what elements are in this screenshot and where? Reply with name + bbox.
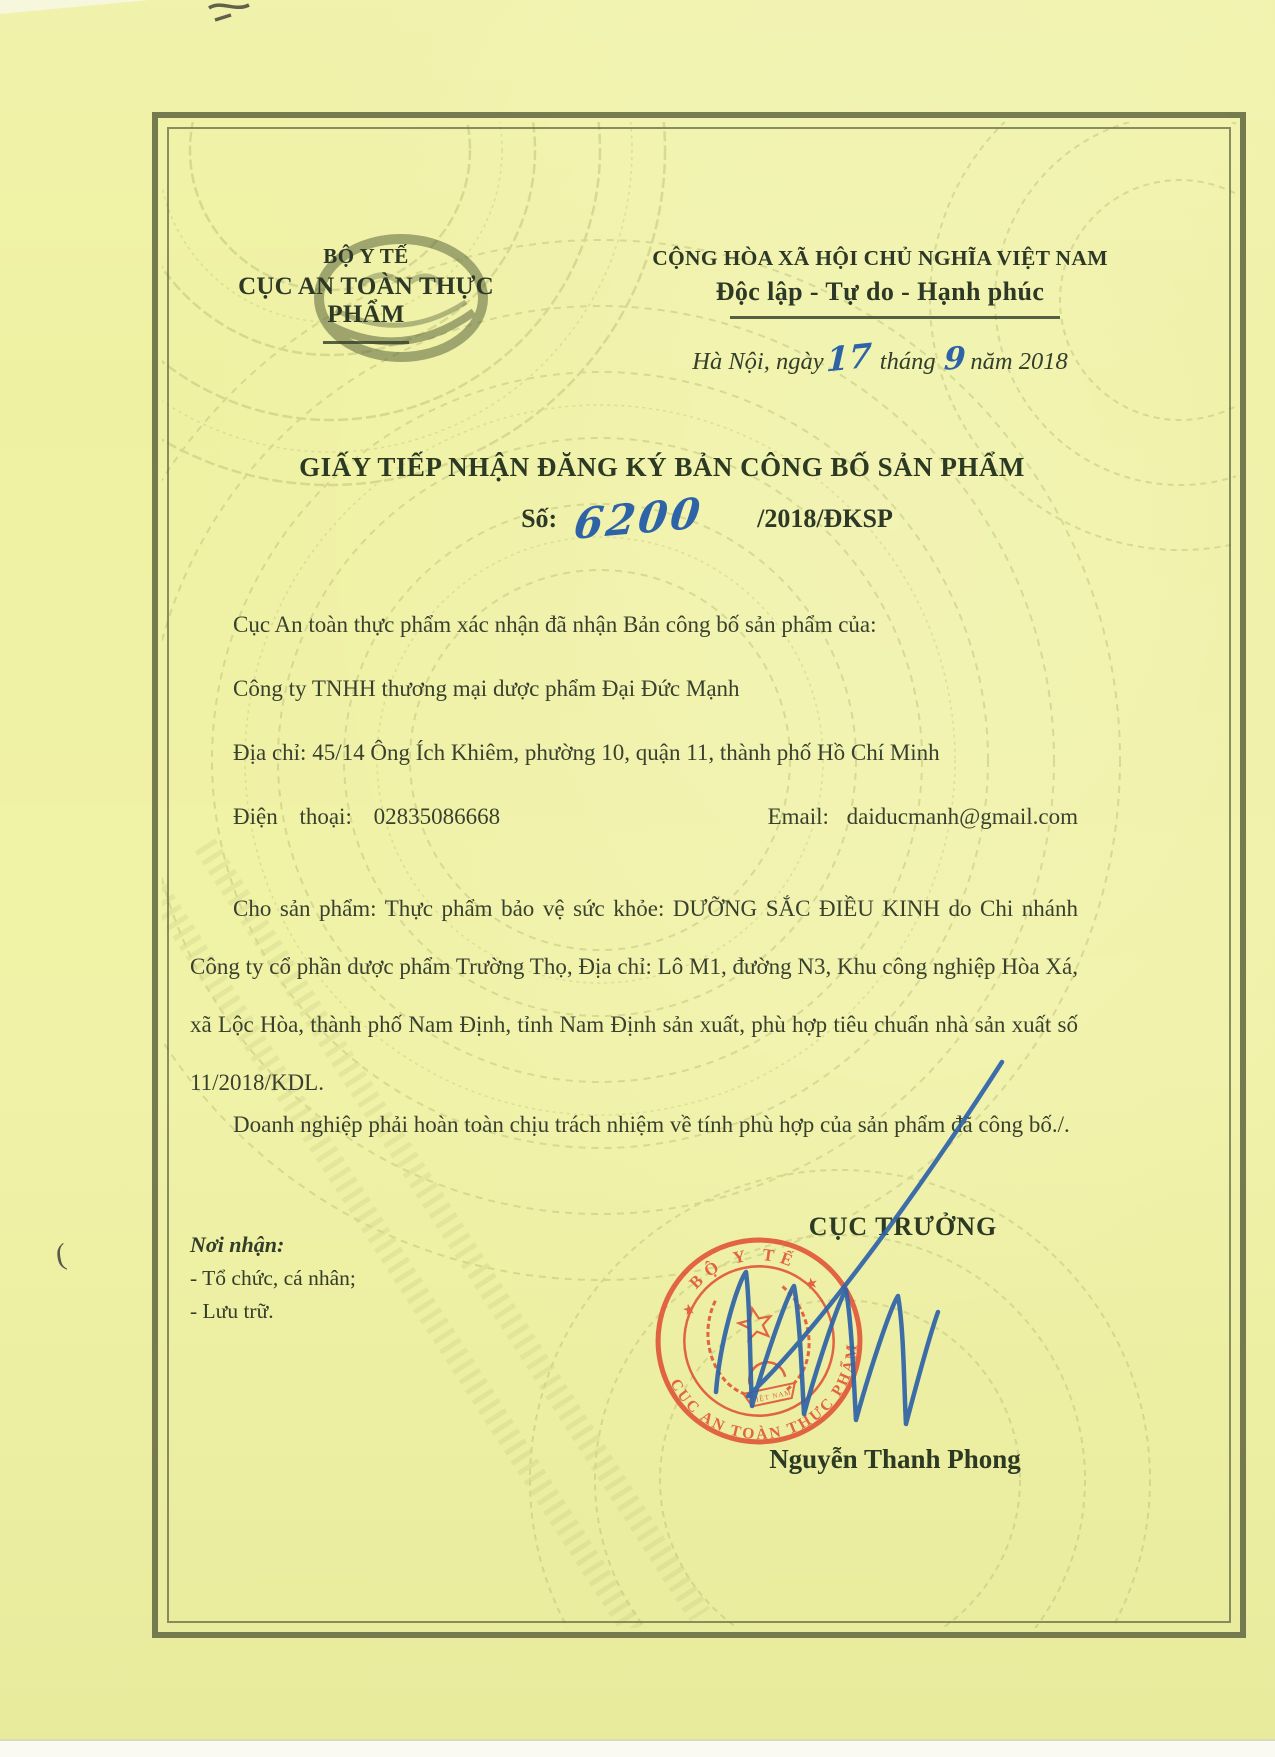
body-company-line: Công ty TNHH thương mại dược phẩm Đại Đức Mạnh (233, 676, 740, 701)
ministry-name: BỘ Y TẾ (323, 244, 409, 268)
product-paragraph: Cho sản phẩm: Thực phẩm bảo vệ sức khỏe: DƯỠNG SẮC ĐIỀU KINH do Chi nhánh Công ty cổ phần dược phẩm Trường Thọ, Địa chỉ: Lô M1, đường N3, Khu công nghiệp Hòa Xá, xã Lộc Hòa, thành phố Nam Định, tỉnh Nam Định sản xuất, phù hợp tiêu chuẩn nhà sản xuất số 11/2018/KDL. (190, 896, 1078, 1095)
responsibility-paragraph: Doanh nghiệp phải hoàn toàn chịu trách nhiệm về tính phù hợp của sản phẩm đã công bố./. (233, 1112, 1070, 1137)
signer-name: Nguyễn Thanh Phong (769, 1444, 1021, 1474)
recipients-section (190, 1232, 520, 1324)
email-value: Email: daiducmanh@gmail.com (767, 804, 1078, 829)
header-national-motto (640, 246, 1120, 319)
recipient-item: - Lưu trữ. (190, 1299, 274, 1323)
scan-bottom-edge (0, 1739, 1275, 1757)
stamp-banner-text: VIỆT NAM (749, 1388, 793, 1406)
agency-name: CỤC AN TOÀN THỰC PHẨM (238, 273, 494, 328)
dateline-prefix: Hà Nội, ngày (692, 348, 824, 375)
stamp-star-right-icon: ★ (803, 1275, 820, 1294)
scan-mark-left-artifact: ( (53, 1237, 69, 1272)
stamp-star-left-icon: ★ (680, 1301, 698, 1320)
handwritten-number: 6200 (570, 488, 706, 549)
header-issuing-agency (216, 244, 516, 344)
header-left-rule (323, 341, 409, 344)
scan-corner-artifact (0, 0, 150, 14)
signer-title: CỤC TRƯỞNG (808, 1212, 998, 1241)
stamp-bottom-text: CỤC AN TOÀN THỰC PHẨM (666, 1341, 862, 1444)
body-contact-row (190, 804, 1078, 830)
recipients-label: Nơi nhận: (190, 1232, 285, 1257)
stamp-top-text: BỘ Y TẾ (685, 1245, 801, 1293)
number-label: Số: (521, 504, 558, 533)
document-number-line (262, 488, 1152, 549)
body-intro-line: Cục An toàn thực phẩm xác nhận đã nhận Bản công bố sản phẩm của: (233, 612, 877, 637)
document-title: GIẤY TIẾP NHẬN ĐĂNG KÝ BẢN CÔNG BỐ SẢN PHẨM (299, 452, 1025, 482)
phone-value: Điện thoại: 02835086668 (233, 804, 501, 829)
handwritten-month: 9 (942, 340, 967, 378)
recipient-item: - Tổ chức, cá nhân; (190, 1266, 356, 1290)
dateline-suffix: năm 2018 (970, 348, 1068, 375)
motto-line: Độc lập - Tự do - Hạnh phúc (715, 277, 1045, 306)
dateline (640, 335, 1120, 380)
dateline-mid: tháng (879, 348, 936, 375)
header-right-rule (730, 316, 1060, 319)
number-suffix: /2018/ĐKSP (757, 504, 893, 533)
country-title: CỘNG HÒA XÃ HỘI CHỦ NGHĨA VIỆT NAM (652, 246, 1108, 270)
handwritten-day: 17 (825, 335, 873, 380)
body-address-line: Địa chỉ: 45/14 Ông Ích Khiêm, phường 10, quận 11, thành phố Hồ Chí Minh (233, 740, 940, 765)
